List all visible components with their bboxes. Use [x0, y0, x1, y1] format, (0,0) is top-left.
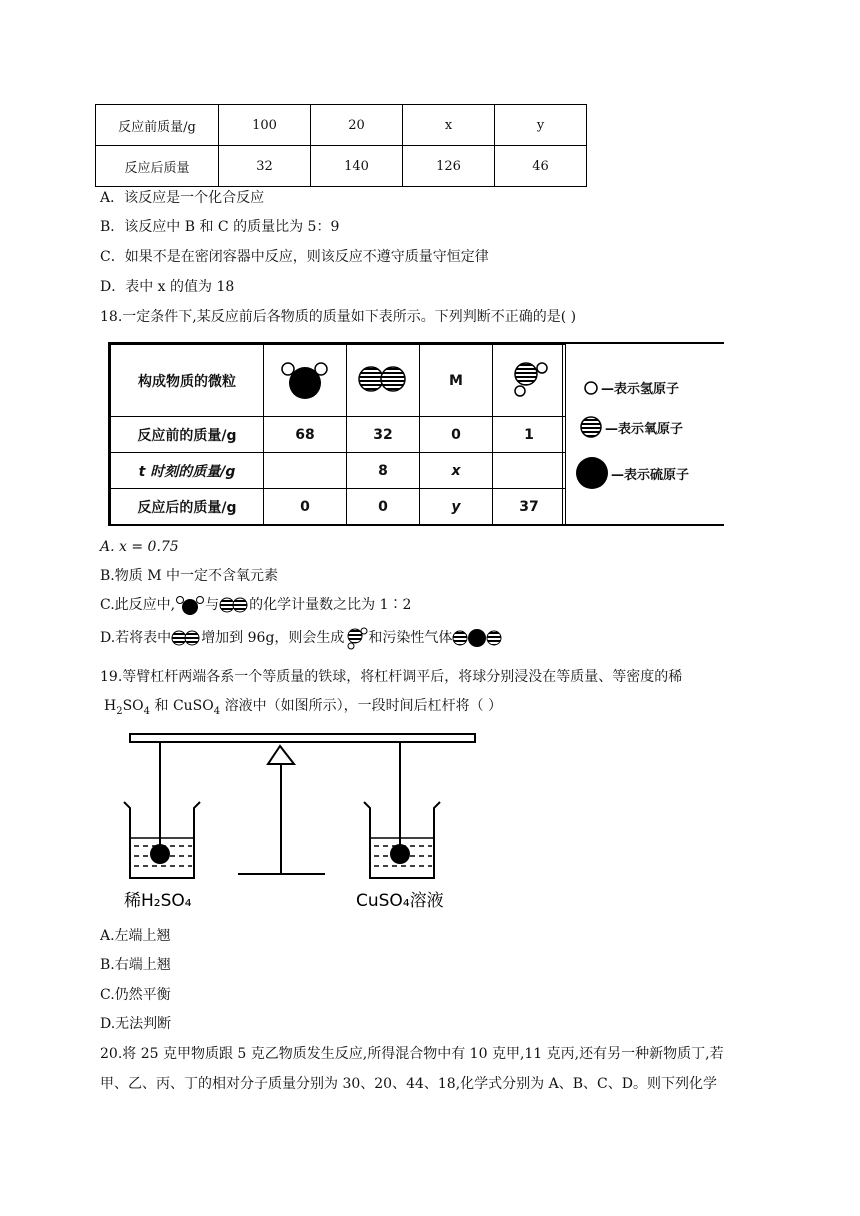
table-cell: 32	[347, 417, 420, 453]
left-iron-ball	[150, 844, 170, 864]
row-label: 反应前质量/g	[96, 105, 219, 146]
q20-stem-line2: 甲、乙、丙、丁的相对分子质量分别为 30、20、44、18,化学式分别为 A、B、C、D。则下列化学	[100, 1076, 717, 1092]
q18-table-figure	[108, 342, 724, 526]
option-text: 和污染性气体	[368, 630, 453, 646]
lever-beaker-diagram	[100, 728, 480, 918]
table-cell: 20	[311, 105, 403, 146]
option-text: 溶液中（如图所示），一段时间后杠杆将（ ）	[224, 698, 503, 714]
label-cuso4-solution: CuSO₄溶液	[356, 891, 444, 911]
row-label: 反应后的质量/g	[111, 489, 264, 525]
sulfur-atom-icon	[575, 456, 609, 490]
table-cell: 0	[420, 417, 493, 453]
option-text: D.若将表中	[100, 630, 172, 646]
q18-option-a: A. x = 0.75	[100, 539, 179, 555]
row-label: 反应前的质量/g	[111, 417, 264, 453]
fulcrum-triangle	[268, 746, 294, 764]
table-cell: 1	[493, 417, 566, 453]
q17-mass-table	[95, 104, 587, 187]
table-row	[96, 146, 587, 187]
so2-molecule-icon	[175, 594, 205, 616]
right-iron-ball	[390, 844, 410, 864]
o2-molecule-icon	[219, 596, 249, 614]
q19-option-b: B.右端上翘	[100, 957, 171, 973]
lever-bar	[130, 734, 475, 742]
table-cell: y	[420, 489, 493, 525]
so2-molecule-icon	[264, 345, 347, 417]
q19-stem-line1: 19.等臂杠杆两端各系一个等质量的铁球，将杠杆调平后，将球分别浸没在等质量、等密度的稀	[100, 669, 683, 685]
h2o-molecule-icon	[493, 345, 566, 417]
option-text: 增加到 96g，则会生成	[201, 630, 345, 646]
option-text: 与	[205, 597, 220, 613]
table-row	[111, 453, 566, 489]
q18-option-c	[100, 594, 411, 616]
q20-stem-line1: 20.将 25 克甲物质跟 5 克乙物质发生反应,所得混合物中有 10 克甲,11 克丙,还有另一种新物质丁,若	[100, 1046, 724, 1062]
hydrogen-atom-icon	[583, 380, 599, 396]
table-cell	[493, 453, 566, 489]
legend-oxygen: —表示氧原子	[605, 422, 684, 437]
q17-option-b: B．该反应中 B 和 C 的质量比为 5：9	[100, 219, 340, 235]
q17-option-c: C．如果不是在密闭容器中反应，则该反应不遵守质量守恒定律	[100, 249, 489, 265]
option-text: C.此反应中,	[100, 597, 176, 613]
table-row	[96, 105, 587, 146]
q18-option-b: B.物质 M 中一定不含氧元素	[100, 568, 278, 584]
row-label: 反应后质量	[96, 146, 219, 187]
table-cell: 126	[403, 146, 495, 187]
q19-option-c: C.仍然平衡	[100, 987, 171, 1003]
table-cell	[264, 453, 347, 489]
table-cell: 0	[347, 489, 420, 525]
o2-molecule-icon	[171, 629, 201, 647]
q19-option-d: D.无法判断	[100, 1016, 172, 1032]
table-cell: y	[495, 105, 587, 146]
row-label: t 时刻的质量/g	[111, 453, 264, 489]
header-label: 构成物质的微粒	[111, 345, 264, 417]
q17-option-d: D．表中 x 的值为 18	[100, 279, 235, 295]
table-cell: 46	[495, 146, 587, 187]
table-cell: 37	[493, 489, 566, 525]
q18-stem: 18.一定条件下,某反应前后各物质的质量如下表所示。下列判断不正确的是( )	[100, 309, 577, 325]
q19-stem-line2: $H_2SO_4$ 和 CuSO$_4$ 溶液中（如图所示），一段时间后杠杆将（ ）	[104, 698, 503, 717]
table-cell: x	[420, 453, 493, 489]
table-cell: 32	[219, 146, 311, 187]
table-cell: 0	[264, 489, 347, 525]
atom-legend	[562, 344, 725, 524]
table-cell: 68	[264, 417, 347, 453]
oxygen-atom-icon	[579, 415, 603, 439]
label-dilute-h2so4: 稀H₂SO₄	[124, 891, 192, 911]
q18-option-d	[100, 626, 502, 650]
q18-mass-table	[110, 344, 566, 525]
so2-gas-icon	[452, 628, 502, 648]
o2-molecule-icon	[347, 345, 420, 417]
table-row	[111, 345, 566, 417]
table-row	[111, 417, 566, 453]
table-row	[111, 489, 566, 525]
legend-sulfur: —表示硫原子	[611, 468, 690, 483]
table-cell: 140	[311, 146, 403, 187]
legend-hydrogen: —表示氢原子	[601, 382, 680, 397]
table-cell: 100	[219, 105, 311, 146]
option-text: 的化学计量数之比为 1∶2	[249, 597, 412, 613]
h2o-molecule-icon	[344, 626, 368, 650]
q19-option-a: A.左端上翘	[100, 928, 171, 944]
table-cell: 8	[347, 453, 420, 489]
table-cell: x	[403, 105, 495, 146]
m-substance-label: M	[420, 345, 493, 417]
q17-option-a: A．该反应是一个化合反应	[100, 190, 265, 206]
